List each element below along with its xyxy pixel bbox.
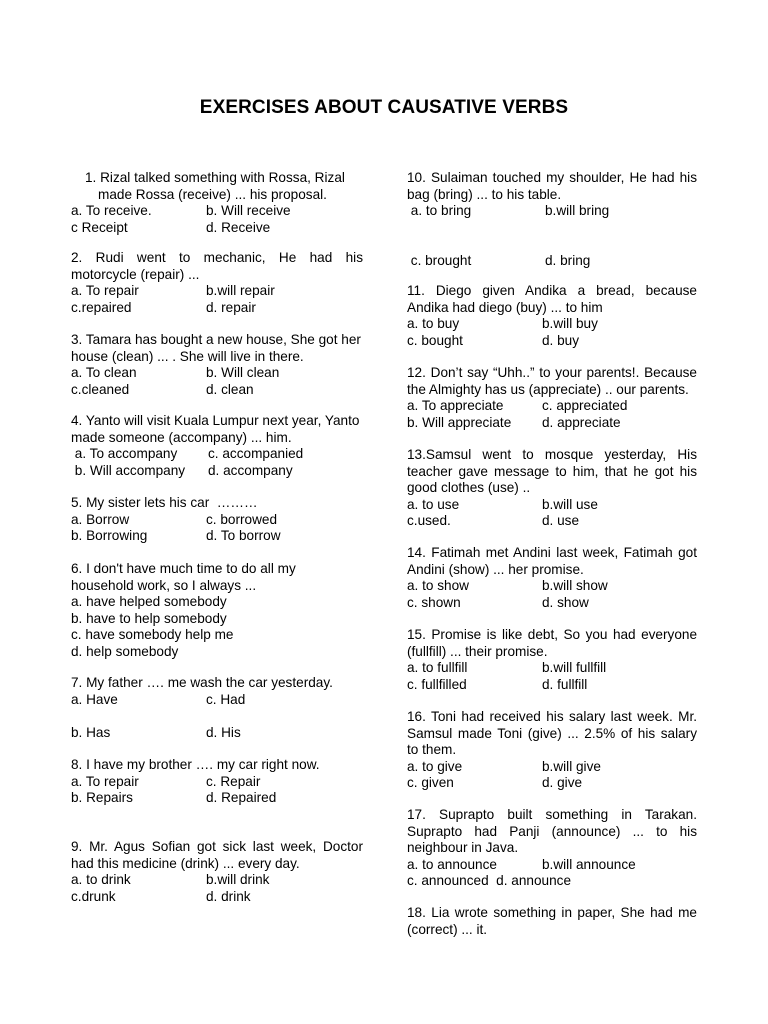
question-10 <box>407 170 697 269</box>
question-text: 13.Samsul went to mosque yesterday, His teacher gave message to him, that he got his good clothes (use) .. <box>407 447 697 495</box>
option-c: c. Repair <box>206 773 261 789</box>
option-c: c Receipt <box>71 219 128 235</box>
option-a: a. to show <box>407 578 469 593</box>
option-d: d. To borrow <box>206 528 281 543</box>
option-b: b.will repair <box>206 283 275 298</box>
question-17 <box>407 807 697 890</box>
option-b: b.will announce <box>542 856 636 872</box>
option-b: b.will bring <box>545 203 610 218</box>
option-d: d. give <box>542 775 583 790</box>
option-a: a. to give <box>407 758 463 774</box>
option-a: a. Borrow <box>71 511 130 527</box>
question-11 <box>407 283 697 349</box>
question-text: 17. Suprapto built something in Tarakan. Suprapto had Panji (announce) ... to his neighbour in Java. <box>407 807 697 855</box>
question-text: 6. I don't have much time to do all my household work, so I always ... <box>71 561 296 593</box>
option-b: b.will buy <box>542 316 598 331</box>
question-text: 8. I have my brother …. my car right now. <box>71 757 320 772</box>
option-b: b. Will accompany <box>71 462 186 478</box>
option-d: d. drink <box>206 888 251 904</box>
question-15 <box>407 627 697 693</box>
option-c: c. shown <box>407 594 461 610</box>
option-c: c.cleaned <box>71 381 130 397</box>
option-a: a. To appreciate <box>407 398 504 413</box>
option-b: b. Has <box>71 724 111 740</box>
question-text: 9. Mr. Agus Sofian got sick last week, Doctor had this medicine (drink) ... every day. <box>71 839 363 871</box>
question-text: 12. Don’t say “Uhh..” to your parents!. Because the Almighty has us (appreciate) .. our parents. <box>407 365 697 397</box>
option-c: c. have somebody help me <box>71 627 234 642</box>
option-b: b.will fullfill <box>542 660 607 675</box>
question-text: 4. Yanto will visit Kuala Lumpur next year, Yanto made someone (accompany) ... him. <box>71 413 360 445</box>
option-b: b.will show <box>542 578 608 593</box>
question-9 <box>71 839 363 905</box>
question-4 <box>71 413 363 479</box>
option-a: a. to fullfill <box>407 660 468 675</box>
question-text: 1. Rizal talked something with Rossa, Rizal made Rossa (receive) ... his proposal. <box>85 170 345 202</box>
option-c: c. given <box>407 775 454 790</box>
option-d: d. Repaired <box>206 790 277 805</box>
option-c: c.repaired <box>71 299 132 315</box>
option-d: d. His <box>206 724 241 740</box>
question-18 <box>407 905 697 938</box>
option-a: a. To receive. <box>71 203 152 218</box>
option-a: a. to use <box>407 496 460 512</box>
option-d: d. fullfill <box>542 676 588 692</box>
question-text: 3. Tamara has bought a new house, She got her house (clean) ... . She will live in there. <box>71 332 361 364</box>
option-b: b. Will receive <box>206 203 291 218</box>
option-a: a. to announce <box>407 856 497 872</box>
option-b: b.will drink <box>206 872 270 887</box>
option-d: d. repair <box>206 299 256 315</box>
question-text: 15. Promise is like debt, So you had everyone (fullfill) ... their promise. <box>407 627 697 659</box>
question-text: 16. Toni had received his salary last week. Mr. Samsul made Toni (give) ... 2.5% of his salary to them. <box>407 709 697 757</box>
option-a: a. to bring <box>407 203 472 218</box>
option-a: a. To accompany <box>71 446 178 461</box>
option-c-d: c. announced d. announce <box>407 873 572 888</box>
question-14 <box>407 545 697 611</box>
question-7 <box>71 675 363 741</box>
question-3 <box>71 332 363 398</box>
option-d: d. bring <box>545 252 591 268</box>
question-text: 11. Diego given Andika a bread, because Andika had diego (buy) ... to him <box>407 283 697 315</box>
question-8 <box>71 757 363 807</box>
option-d: d. use <box>542 513 580 528</box>
option-c: c. borrowed <box>206 511 278 527</box>
option-c: c.drunk <box>71 888 116 904</box>
option-a: a. To clean <box>71 365 137 380</box>
option-a: a. Have <box>71 691 118 707</box>
option-a: a. To repair <box>71 283 139 298</box>
question-text: 2. Rudi went to mechanic, He had his motorcycle (repair) ... <box>71 250 363 282</box>
question-text: 5. My sister lets his car ……… <box>71 495 258 510</box>
option-b: b.will use <box>542 496 598 512</box>
option-b: b.will give <box>542 758 601 774</box>
option-a: a. to buy <box>407 316 460 331</box>
question-text: 14. Fatimah met Andini last week, Fatimah got Andini (show) ... her promise. <box>407 545 697 577</box>
option-b: b. Repairs <box>71 790 133 805</box>
question-text: 18. Lia wrote something in paper, She had me (correct) ... it. <box>407 905 697 937</box>
option-c: c. Had <box>206 691 246 707</box>
option-b: b. Borrowing <box>71 528 148 543</box>
option-b: b. Will appreciate <box>407 414 512 430</box>
page-title: EXERCISES ABOUT CAUSATIVE VERBS <box>199 97 569 118</box>
option-a: a. to drink <box>71 872 131 887</box>
option-d: d. accompany <box>208 462 293 478</box>
option-c: c. appreciated <box>542 398 628 413</box>
option-c: c. bought <box>407 332 463 348</box>
question-13 <box>407 447 697 530</box>
question-12 <box>407 365 697 431</box>
question-16 <box>407 709 697 792</box>
question-1 <box>71 170 363 236</box>
option-d: d. show <box>542 594 589 610</box>
option-b: b. have to help somebody <box>71 610 227 626</box>
option-a: a. To repair <box>71 773 139 789</box>
question-text: 10. Sulaiman touched my shoulder, He had his bag (bring) ... to his table. <box>407 170 697 202</box>
question-text: 7. My father …. me wash the car yesterday. <box>71 675 333 690</box>
option-a: a. have helped somebody <box>71 594 227 609</box>
option-b: b. Will clean <box>206 365 280 380</box>
option-c: c.used. <box>407 513 451 528</box>
option-d: d. clean <box>206 381 254 397</box>
option-c: c. fullfilled <box>407 676 467 692</box>
question-5 <box>71 495 363 545</box>
option-d: d. buy <box>542 332 580 348</box>
option-c: c. accompanied <box>208 446 304 461</box>
option-d: d. Receive <box>206 219 271 235</box>
question-6 <box>71 561 363 660</box>
option-d: d. help somebody <box>71 643 179 659</box>
question-2 <box>71 250 363 316</box>
option-c: c. brought <box>407 252 472 268</box>
option-d: d. appreciate <box>542 414 621 430</box>
